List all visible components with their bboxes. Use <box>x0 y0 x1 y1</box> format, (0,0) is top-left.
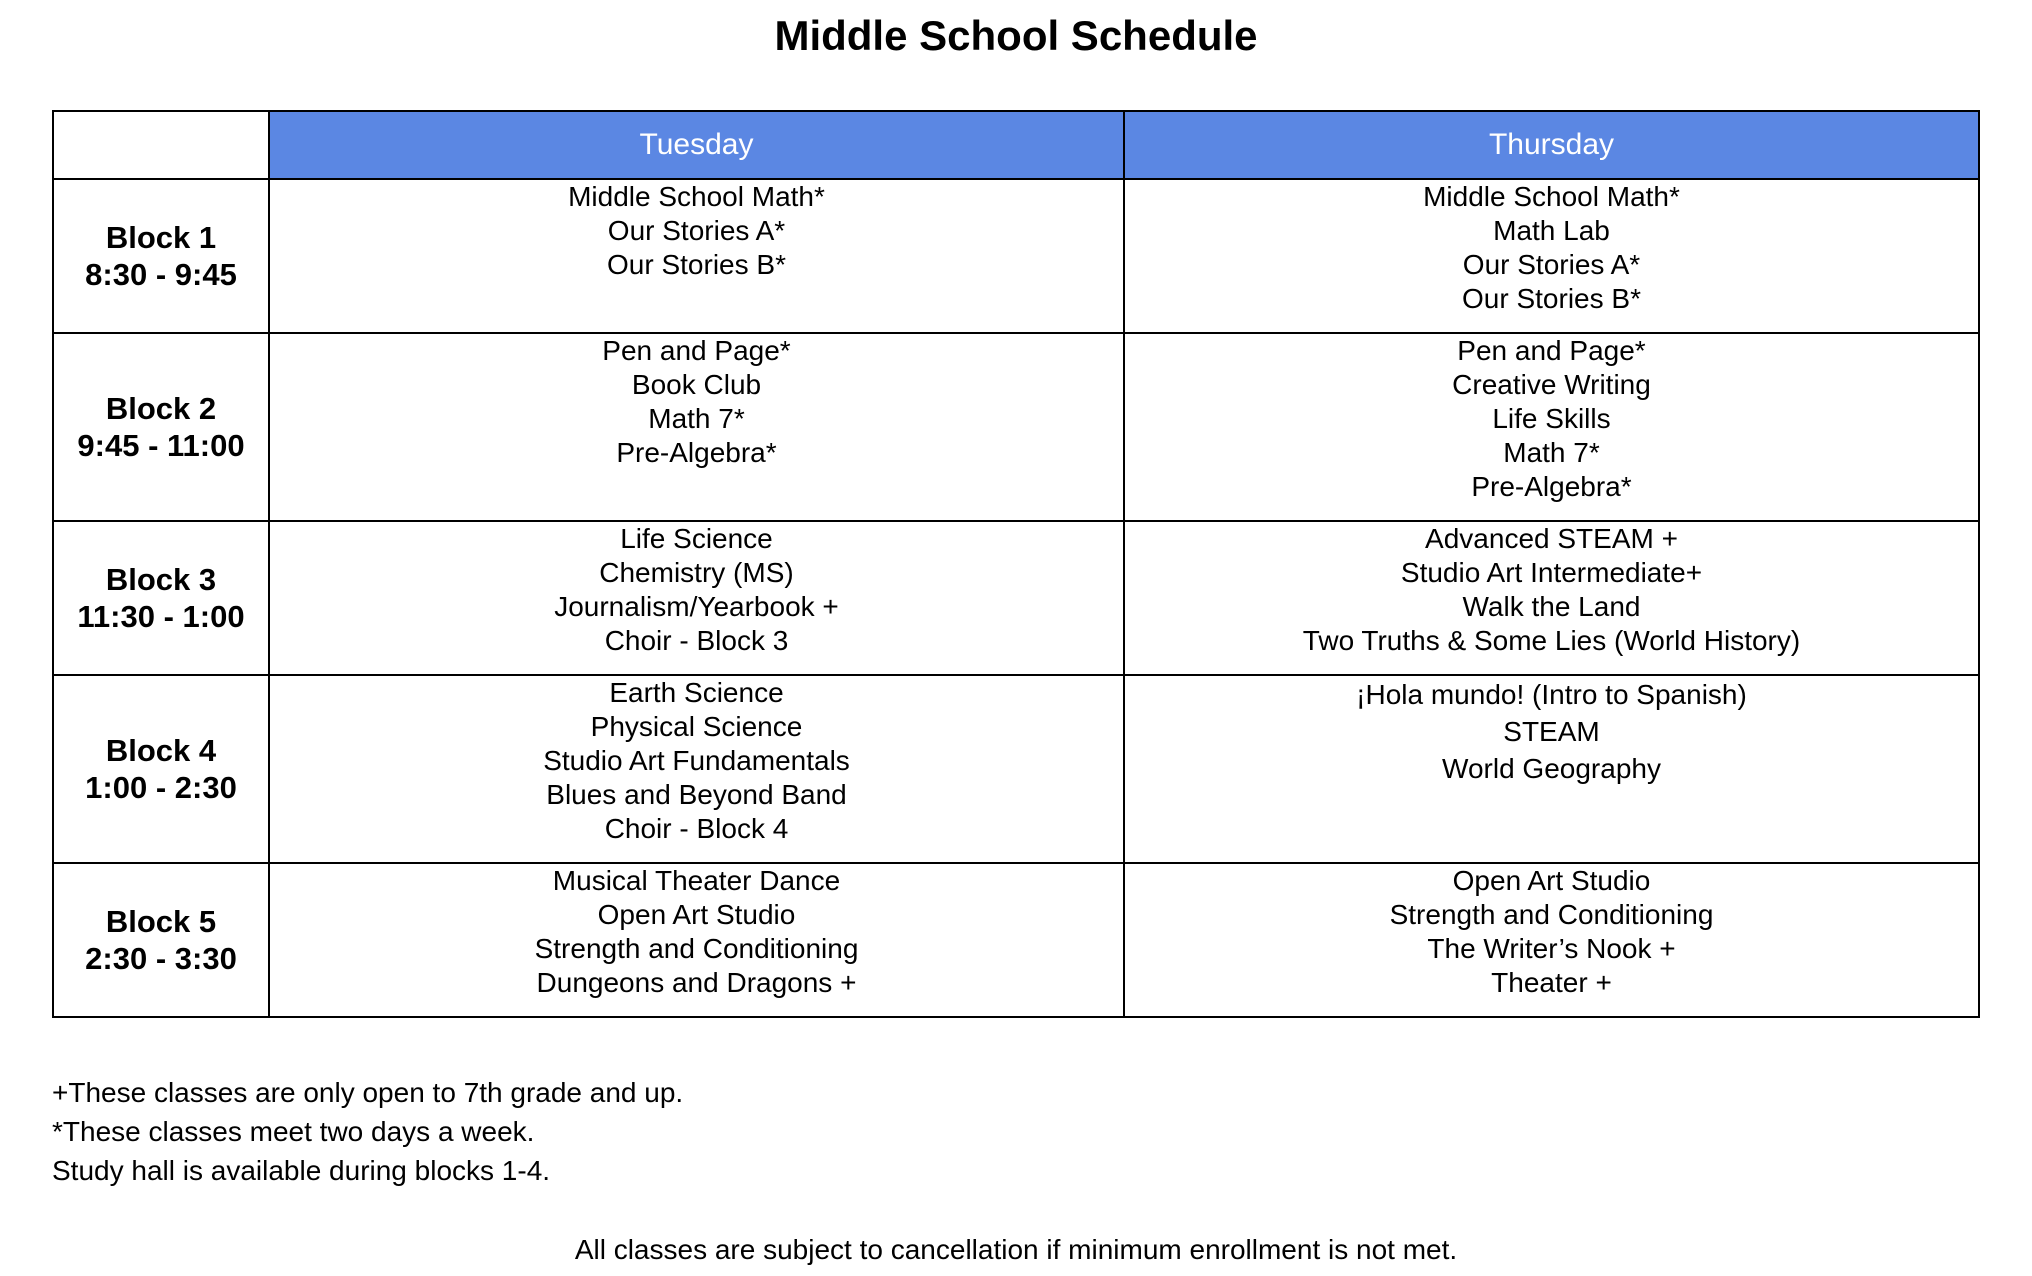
block-time: 9:45 - 11:00 <box>77 428 245 463</box>
schedule-table <box>52 110 1980 1018</box>
thursday-classes-cell <box>1124 333 1979 521</box>
block-time: 11:30 - 1:00 <box>77 599 245 634</box>
block-time: 8:30 - 9:45 <box>85 257 237 292</box>
class-item: ¡Hola mundo! (Intro to Spanish) <box>1356 679 1747 710</box>
class-item: Math Lab <box>1493 215 1610 246</box>
block-name: Block 4 <box>105 733 217 768</box>
class-item: Choir - Block 4 <box>604 813 789 844</box>
header-thursday: Thursday <box>1124 111 1979 179</box>
class-item: Walk the Land <box>1462 591 1641 622</box>
class-item: Our Stories B* <box>607 249 786 280</box>
footnotes <box>52 1073 683 1190</box>
block-time: 1:00 - 2:30 <box>85 770 237 805</box>
class-item: Life Science <box>620 523 773 554</box>
class-item: Our Stories A* <box>1462 249 1641 280</box>
class-item: Our Stories B* <box>1462 283 1641 314</box>
class-item: World Geography <box>1442 753 1661 784</box>
header-corner-cell <box>53 111 269 179</box>
class-item: Studio Art Fundamentals <box>543 745 850 776</box>
class-item: Choir - Block 3 <box>604 625 789 656</box>
class-item: Math 7* <box>1503 437 1600 468</box>
class-item: Middle School Math* <box>568 181 825 212</box>
class-item: Earth Science <box>609 677 784 708</box>
page-title: Middle School Schedule <box>774 12 1258 59</box>
tuesday-classes-cell <box>269 333 1124 521</box>
block-name: Block 5 <box>105 904 217 939</box>
class-item: Two Truths & Some Lies (World History) <box>1302 625 1801 656</box>
tuesday-classes-cell <box>269 863 1124 1017</box>
footnote-two-days: *These classes meet two days a week. <box>52 1116 535 1147</box>
class-item: STEAM <box>1503 716 1600 747</box>
table-row-block-5 <box>53 863 1979 1017</box>
class-item: Middle School Math* <box>1423 181 1680 212</box>
class-item: Life Skills <box>1492 403 1611 434</box>
block-time: 2:30 - 3:30 <box>85 941 237 976</box>
class-item: Open Art Studio <box>597 899 796 930</box>
footnote-study-hall: Study hall is available during blocks 1-4. <box>52 1155 551 1186</box>
header-row <box>53 111 1979 179</box>
class-item: Strength and Conditioning <box>534 933 859 964</box>
thursday-classes-cell <box>1124 521 1979 675</box>
class-item: Book Club <box>631 369 762 400</box>
class-item: Pre-Algebra* <box>616 437 777 468</box>
class-item: Theater + <box>1491 967 1612 998</box>
block-name: Block 2 <box>105 391 217 426</box>
cancellation-disclaimer: All classes are subject to cancellation if minimum enrollment is not met. <box>574 1234 1458 1265</box>
class-item: Pre-Algebra* <box>1471 471 1632 502</box>
block-name: Block 1 <box>105 220 217 255</box>
thursday-classes-cell <box>1124 863 1979 1017</box>
block-label-cell <box>53 333 269 521</box>
block-name: Block 3 <box>105 562 217 597</box>
tuesday-classes-cell <box>269 179 1124 333</box>
class-item: Studio Art Intermediate+ <box>1400 557 1703 588</box>
block-label-cell <box>53 863 269 1017</box>
class-item: Dungeons and Dragons + <box>536 967 857 998</box>
class-item: Pen and Page* <box>602 335 791 366</box>
class-item: Creative Writing <box>1452 369 1651 400</box>
class-item: Pen and Page* <box>1457 335 1646 366</box>
table-row-block-4 <box>53 675 1979 863</box>
class-item: Open Art Studio <box>1452 865 1651 896</box>
table-row-block-2 <box>53 333 1979 521</box>
thursday-classes-cell <box>1124 179 1979 333</box>
tuesday-classes-cell <box>269 675 1124 863</box>
class-item: Journalism/Yearbook + <box>554 591 839 622</box>
class-item: Advanced STEAM + <box>1425 523 1678 554</box>
class-item: Musical Theater Dance <box>552 865 841 896</box>
class-item: Blues and Beyond Band <box>546 779 847 810</box>
class-item: Our Stories A* <box>607 215 786 246</box>
class-item: Math 7* <box>648 403 745 434</box>
table-row-block-1 <box>53 179 1979 333</box>
thursday-classes-cell <box>1124 675 1979 863</box>
block-label-cell <box>53 521 269 675</box>
tuesday-classes-cell <box>269 521 1124 675</box>
table-row-block-3 <box>53 521 1979 675</box>
class-item: Physical Science <box>590 711 803 742</box>
class-item: Chemistry (MS) <box>599 557 794 588</box>
class-item: Strength and Conditioning <box>1389 899 1714 930</box>
block-label-cell <box>53 675 269 863</box>
class-item: The Writer’s Nook + <box>1427 933 1676 964</box>
block-label-cell <box>53 179 269 333</box>
header-tuesday: Tuesday <box>269 111 1124 179</box>
footnote-7th-grade: +These classes are only open to 7th grade and up. <box>52 1077 684 1108</box>
